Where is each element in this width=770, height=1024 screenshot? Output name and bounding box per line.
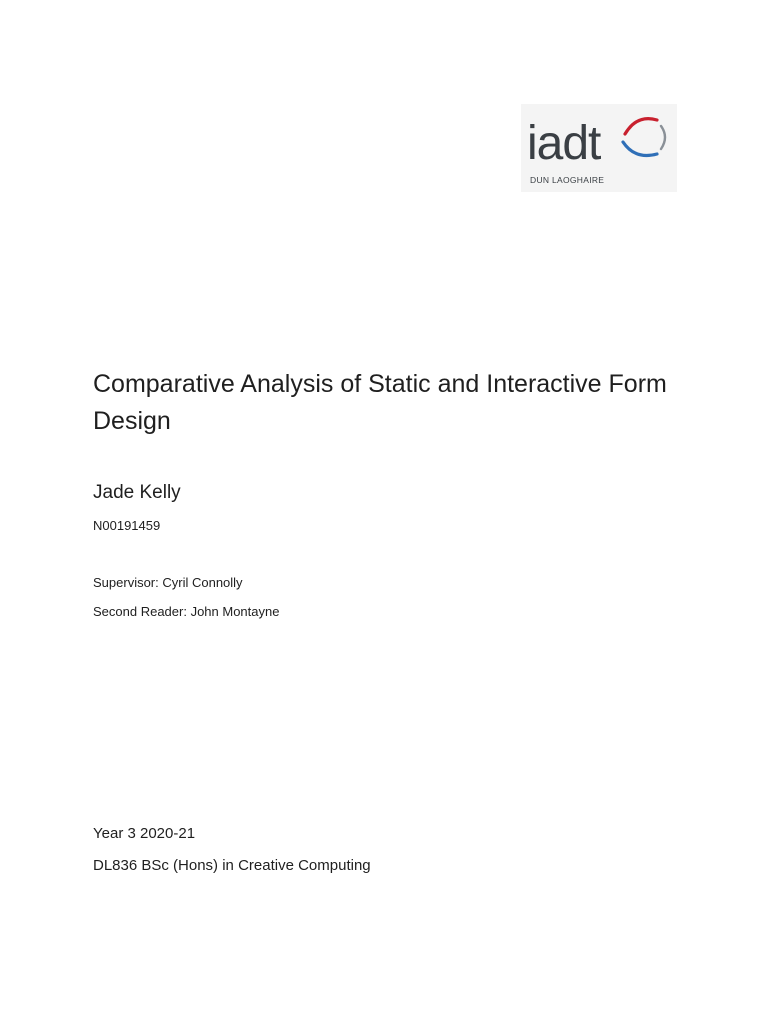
second-reader-line: Second Reader: John Montayne: [93, 604, 280, 619]
logo-wordmark: iadt: [527, 117, 601, 170]
supervisor-line: Supervisor: Cyril Connolly: [93, 575, 243, 590]
logo-subtitle: DUN LAOGHAIRE: [530, 175, 605, 185]
academic-year: Year 3 2020-21: [93, 825, 196, 842]
institution-logo: [521, 104, 677, 192]
document-title: Comparative Analysis of Static and Interactive Form Design: [93, 370, 667, 435]
author-name: Jade Kelly: [93, 482, 181, 503]
course-name: DL836 BSc (Hons) in Creative Computing: [93, 857, 371, 874]
student-id: N00191459: [93, 518, 161, 533]
logo-swoosh-icon: [619, 112, 671, 162]
